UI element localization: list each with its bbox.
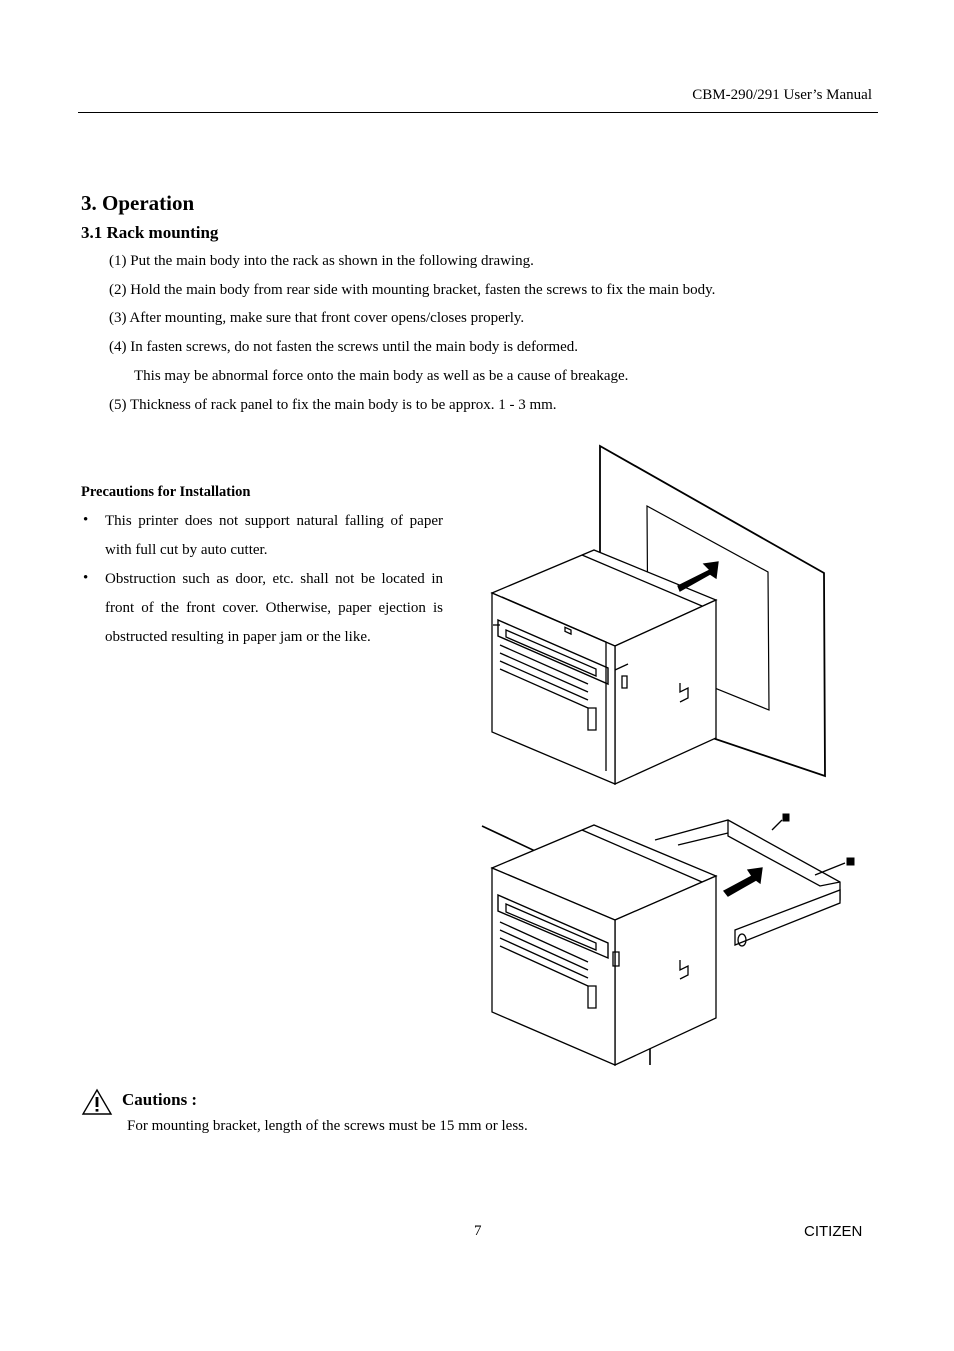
- caution-label: Cautions :: [122, 1090, 198, 1109]
- step-2: (2) Hold the main body from rear side with mounting bracket, fasten the screws to fix the main body.: [109, 282, 716, 298]
- precaution-item: This printer does not support natural falling of paper with full cut by auto cutter.: [105, 513, 443, 558]
- step-4: (4) In fasten screws, do not fasten the screws until the main body is deformed.: [109, 339, 579, 355]
- section-title: 3. Operation: [81, 191, 195, 215]
- step-5: (5) Thickness of rack panel to fix the main body is to be approx. 1 - 3 mm.: [109, 397, 557, 413]
- header-divider: [78, 112, 878, 113]
- step-4-continuation: This may be abnormal force onto the main body as well as be a cause of breakage.: [134, 368, 629, 384]
- caution-text: For mounting bracket, length of the screws must be 15 mm or less.: [127, 1118, 528, 1134]
- warning-triangle-icon: [81, 1088, 113, 1116]
- step-1: (1) Put the main body into the rack as shown in the following drawing.: [109, 253, 534, 269]
- precautions-title: Precautions for Installation: [81, 484, 251, 500]
- footer-brand: CITIZEN: [804, 1223, 863, 1240]
- subsection-title: 3.1 Rack mounting: [81, 223, 219, 242]
- rack-insertion-drawing: [470, 440, 840, 785]
- page-number: 7: [474, 1223, 482, 1239]
- bracket-mounting-drawing: [470, 800, 870, 1080]
- precaution-item: Obstruction such as door, etc. shall not be located in front of the front cover. Otherwise, paper ejection is obstructed resulting in paper jam or the like.: [105, 571, 443, 645]
- bullet-icon: •: [83, 512, 89, 528]
- bullet-icon: •: [83, 570, 89, 586]
- step-3: (3) After mounting, make sure that front cover opens/closes properly.: [109, 310, 525, 326]
- manual-title: CBM-290/291 User’s Manual: [692, 87, 872, 103]
